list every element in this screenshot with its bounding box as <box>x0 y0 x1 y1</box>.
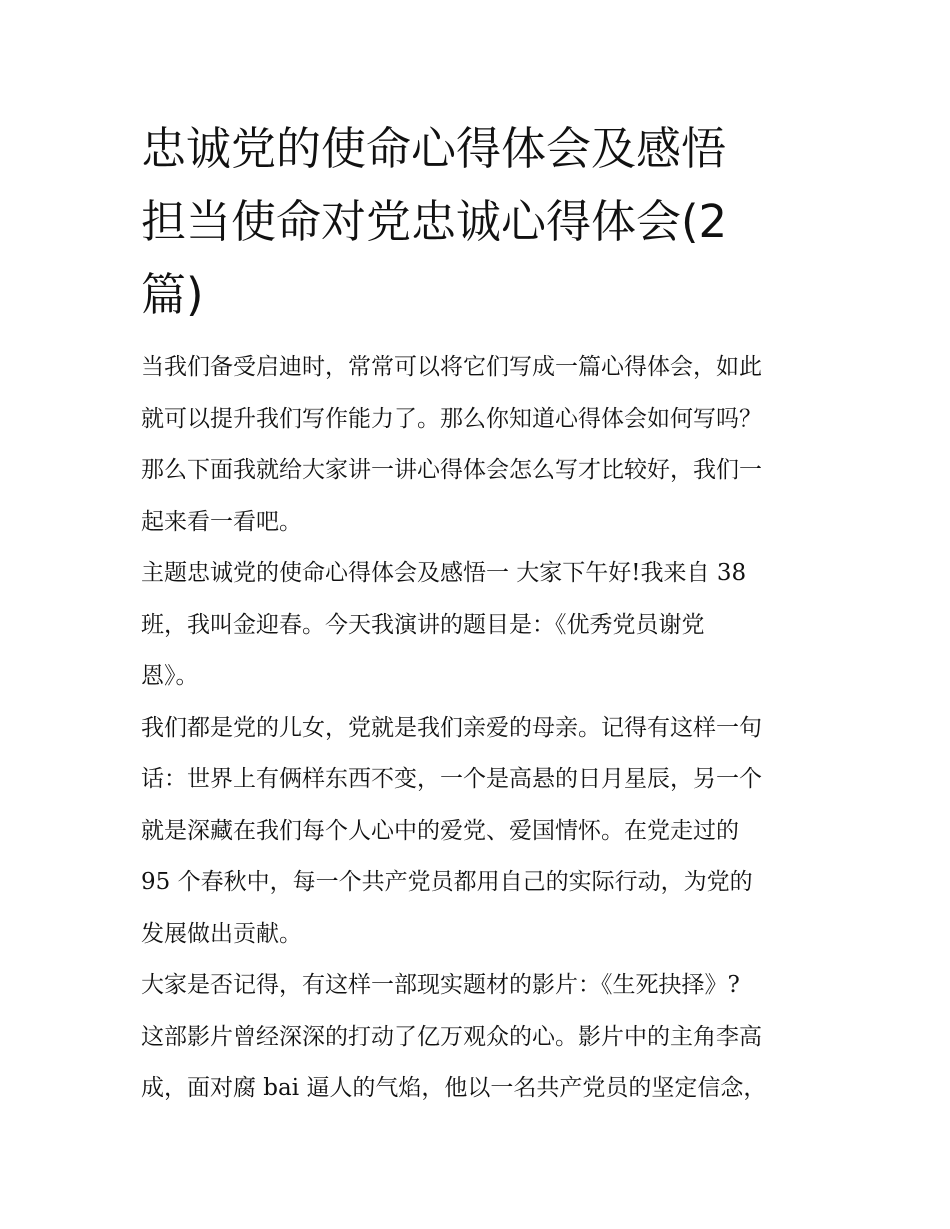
paragraph-line: 我们都是党的儿女，党就是我们亲爱的母亲。记得有这样一句 <box>141 714 762 741</box>
paragraph-line: 大家是否记得，有这样一部现实题材的影片：《生死抉择》? <box>141 972 740 998</box>
paragraph-line: 成，面对腐 bai 逼人的气焰，他以一名共产党员的坚定信念， <box>141 1075 767 1101</box>
title-line: 担当使命对党忠诚心得体会(2 <box>141 195 728 248</box>
paragraph-line: 就是深藏在我们每个人心中的爱党、爱国情怀。在党走过的 <box>141 817 739 844</box>
paragraph-line: 班，我叫金迎春。今天我演讲的题目是：《优秀党员谢党 <box>141 611 705 638</box>
title-line: 忠诚党的使命心得体会及感悟 <box>141 122 727 175</box>
paragraph-line: 话：世界上有俩样东西不变，一个是高悬的日月星辰，另一个 <box>141 766 762 792</box>
paragraph-line: 发展做出贡献。 <box>141 920 302 947</box>
paragraph-line: 那么下面我就给大家讲一讲心得体会怎么写才比较好，我们一 <box>141 457 762 483</box>
paragraph-line: 95 个春秋中，每一个共产党员都用自己的实际行动，为党的 <box>141 869 753 895</box>
paragraph-line: 恩》。 <box>141 663 199 689</box>
paragraph-intro <box>141 342 821 548</box>
document-body <box>141 342 821 1115</box>
paragraph-speech-opening <box>141 548 821 703</box>
document-title <box>141 112 821 331</box>
paragraph-line: 就可以提升我们写作能力了。那么你知道心得体会如何写吗？ <box>141 405 762 432</box>
paragraph-film <box>141 960 821 1115</box>
paragraph-line: 当我们备受启迪时，常常可以将它们写成一篇心得体会，如此 <box>141 354 762 380</box>
paragraph-line: 起来看一看吧。 <box>141 508 302 535</box>
paragraph-line: 主题忠诚党的使命心得体会及感悟一 大家下午好!我来自 38 <box>141 560 747 586</box>
paragraph-party-children <box>141 703 821 961</box>
title-line: 篇) <box>141 268 204 321</box>
document-content <box>141 112 821 1115</box>
paragraph-line: 这部影片曾经深深的打动了亿万观众的心。影片中的主角李高 <box>141 1023 762 1050</box>
